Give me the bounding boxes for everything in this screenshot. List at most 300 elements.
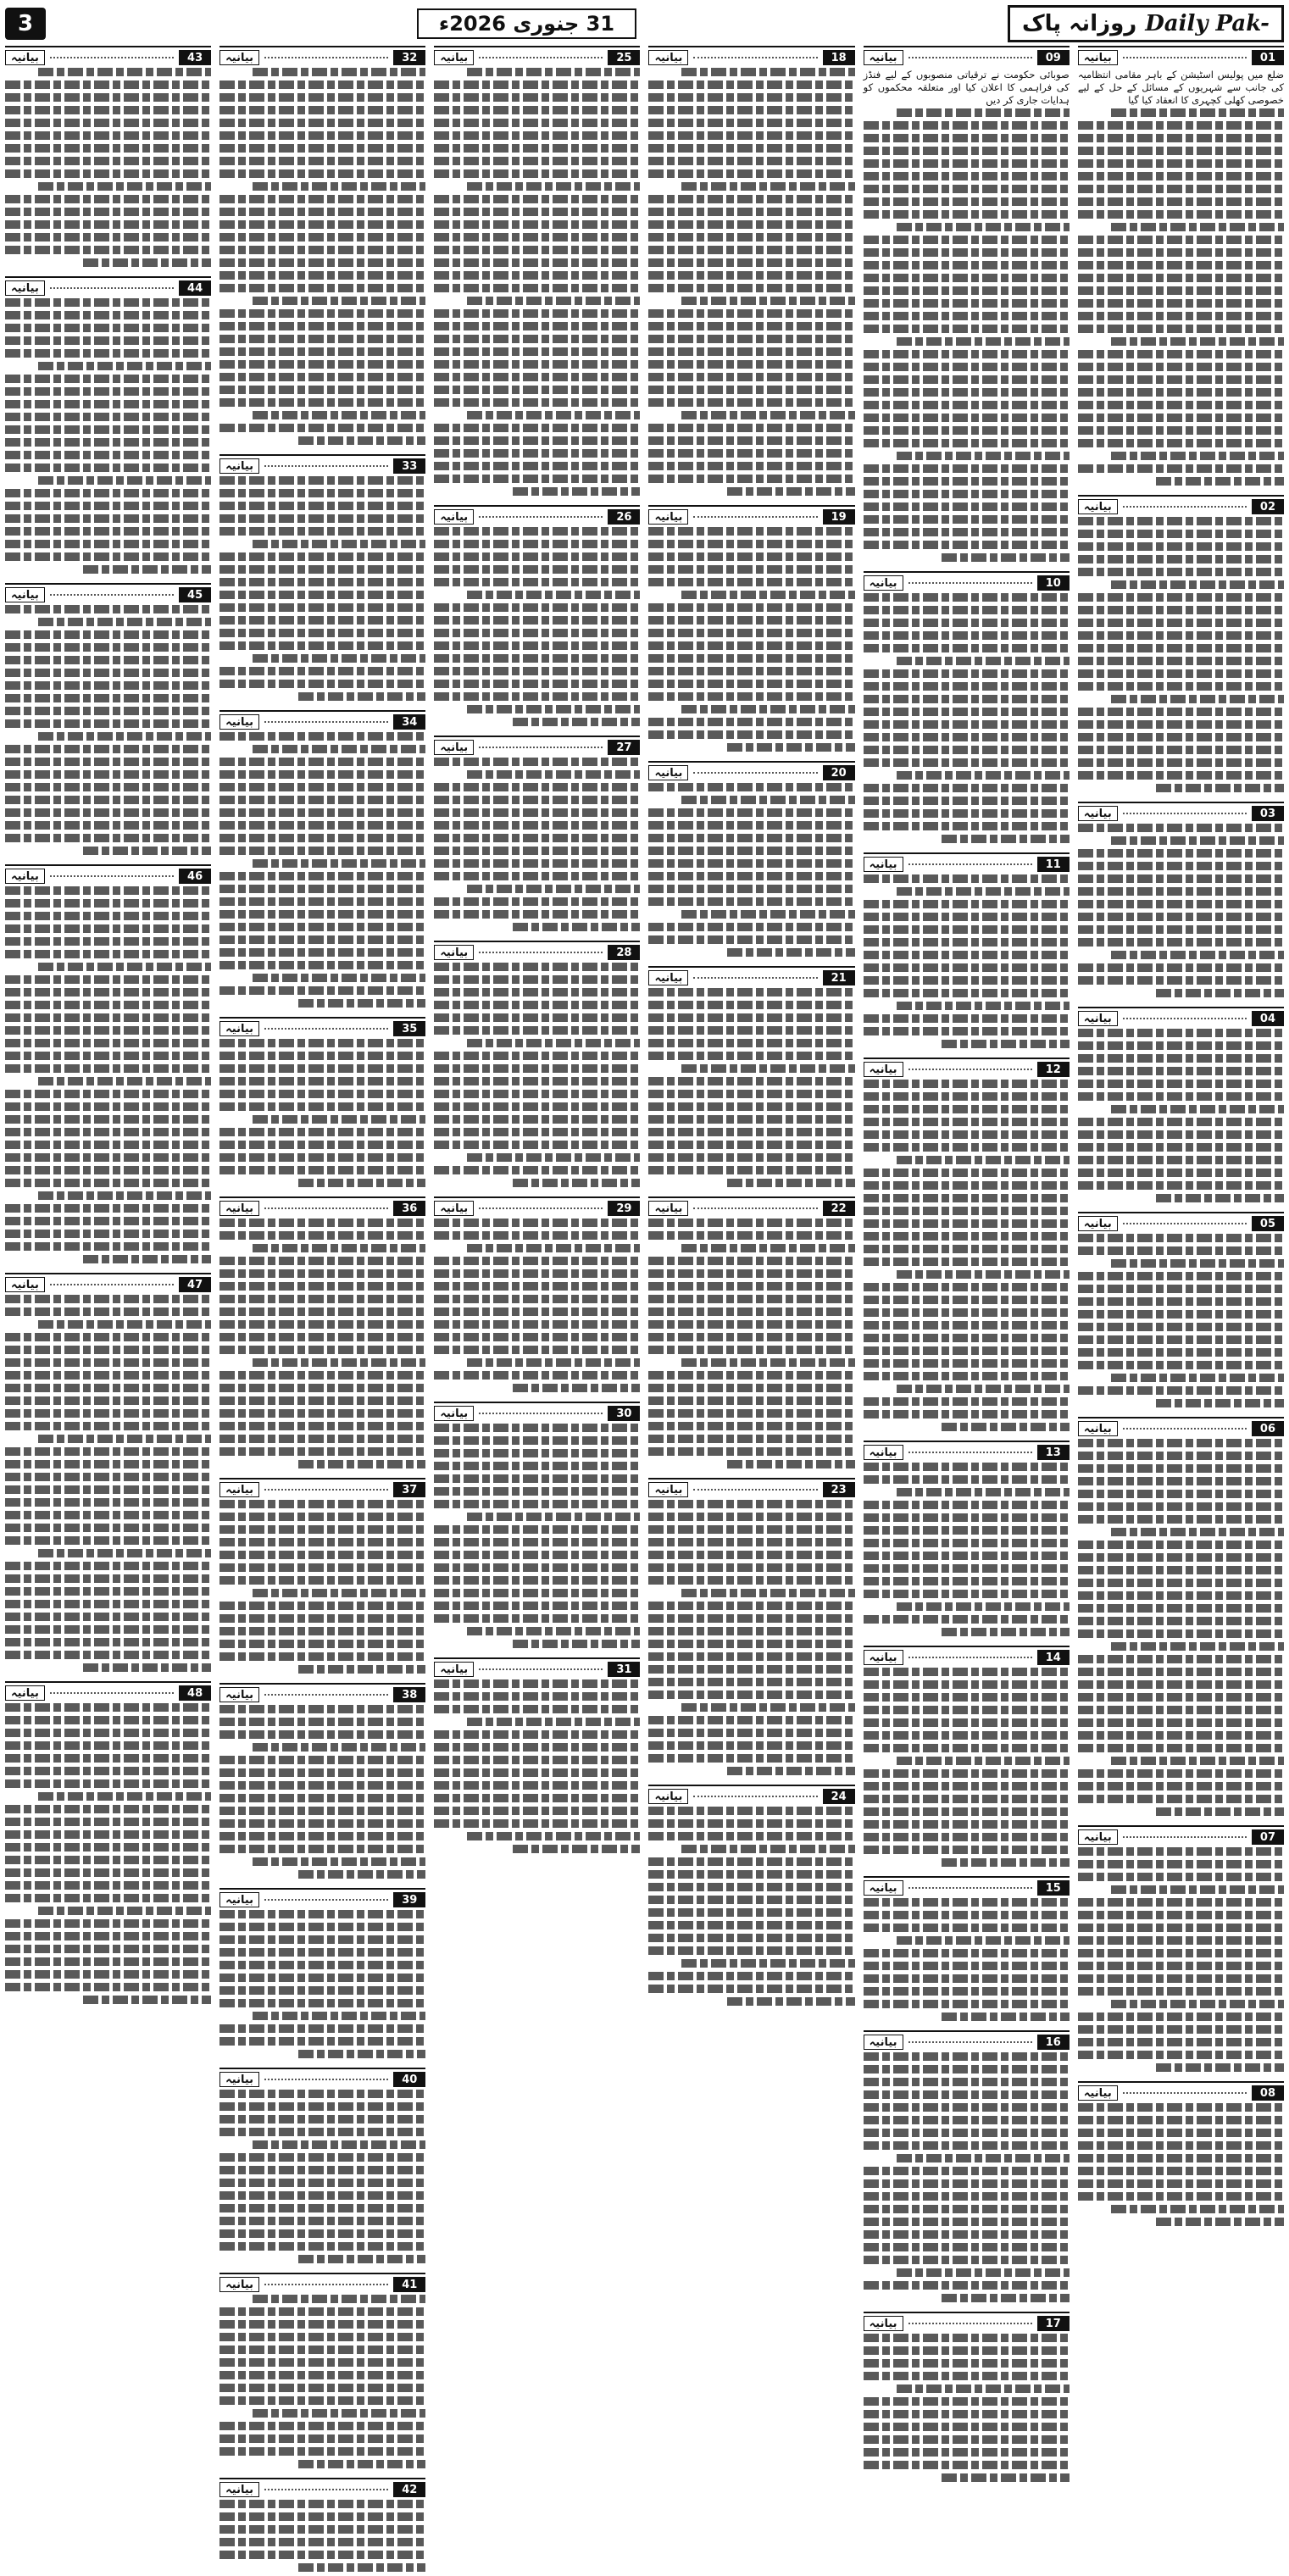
text-line: [942, 835, 1070, 843]
text-line: [219, 796, 425, 804]
text-line: [1078, 657, 1284, 665]
news-item: [5, 46, 211, 271]
text-line: [648, 629, 854, 637]
text-line: [864, 669, 1070, 678]
text-line: [1078, 874, 1284, 883]
text-line: [1078, 1782, 1284, 1790]
text-line: [1111, 1642, 1284, 1651]
text-line: [219, 1384, 425, 1392]
text-line: [1078, 746, 1284, 754]
news-item-header: [434, 1200, 640, 1217]
text-line: [648, 1690, 854, 1699]
news-item-number: 20: [823, 765, 855, 780]
text-line: [5, 1511, 211, 1519]
text-line: [5, 1970, 211, 1979]
text-line: [864, 1334, 1070, 1342]
divider: [479, 1668, 603, 1670]
text-line: [219, 1371, 425, 1380]
text-line: [897, 452, 1070, 460]
news-item-header: [864, 1444, 1070, 1461]
text-line: [219, 565, 425, 574]
text-line: [219, 2422, 425, 2430]
text-line: [1078, 1553, 1284, 1562]
text-line: [1078, 274, 1284, 282]
news-item-body-lines: [1078, 2103, 1284, 2226]
news-item: [219, 2068, 425, 2268]
divider: [479, 516, 603, 518]
text-line: [219, 1999, 425, 2007]
text-line: [1111, 452, 1284, 460]
text-line: [219, 220, 425, 229]
news-item-header: [864, 49, 1070, 66]
text-line: [434, 1269, 640, 1278]
news-item: [219, 1196, 425, 1473]
text-line: [434, 859, 640, 868]
text-line: [219, 1409, 425, 1418]
text-line: [864, 236, 1070, 244]
text-line: [864, 2346, 1070, 2355]
text-line: [1078, 1080, 1284, 1088]
text-line: [1111, 1259, 1284, 1268]
news-item-header: [864, 2315, 1070, 2332]
text-line: [864, 401, 1070, 409]
text-line: [219, 578, 425, 586]
text-line: [648, 885, 854, 893]
text-line: [648, 847, 854, 855]
divider: [264, 57, 388, 58]
news-item-header: [1078, 2085, 1284, 2101]
text-line: [5, 681, 211, 690]
news-item-number: 02: [1252, 499, 1284, 514]
text-line: [681, 68, 854, 76]
text-line: [864, 1207, 1070, 1215]
divider: [1123, 506, 1247, 508]
section-badge: بیانیہ: [648, 970, 688, 985]
text-line: [1078, 1181, 1284, 1190]
text-line: [219, 2229, 425, 2238]
text-line: [648, 1754, 854, 1763]
text-line: [897, 1270, 1070, 1279]
section-badge: بیانیہ: [1078, 50, 1118, 65]
text-line: [513, 1384, 641, 1392]
news-item-number: 23: [823, 1482, 855, 1497]
text-line: [434, 1346, 640, 1354]
text-line: [513, 1179, 641, 1187]
text-line: [434, 220, 640, 229]
text-line: [219, 1756, 425, 1764]
text-line: [648, 424, 854, 432]
text-line: [219, 603, 425, 612]
text-line: [1078, 1297, 1284, 1306]
text-line: [219, 2024, 425, 2033]
text-line: [434, 1589, 640, 1597]
text-line: [864, 2334, 1070, 2342]
text-line: [1111, 836, 1284, 845]
text-line: [648, 258, 854, 267]
text-line: [434, 629, 640, 637]
text-line: [1078, 1464, 1284, 1473]
text-line: [219, 476, 425, 485]
text-line: [219, 2166, 425, 2174]
text-line: [219, 1538, 425, 1546]
text-line: [5, 1562, 211, 1570]
divider: [908, 2323, 1032, 2324]
section-badge: بیانیہ: [5, 50, 45, 65]
text-line: [942, 2294, 1070, 2302]
text-line: [1078, 1515, 1284, 1524]
text-line: [219, 1640, 425, 1648]
text-line: [1078, 2179, 1284, 2188]
text-line: [219, 2358, 425, 2367]
news-item-number: 44: [179, 280, 211, 296]
news-item-header: [864, 1061, 1070, 1078]
text-line: [434, 1424, 640, 1432]
section-badge: بیانیہ: [219, 1892, 259, 1907]
text-line: [219, 2333, 425, 2341]
text-line: [513, 1845, 641, 1853]
text-line: [5, 1166, 211, 1174]
text-line: [1078, 913, 1284, 921]
text-line: [219, 398, 425, 407]
text-line: [5, 387, 211, 396]
news-item: [219, 1478, 425, 1678]
text-line: [864, 1744, 1070, 1752]
text-line: [5, 220, 211, 229]
text-line: [5, 324, 211, 332]
news-item-header: [864, 1879, 1070, 1896]
text-line: [5, 1230, 211, 1238]
news-item-body-lines: [648, 1807, 854, 2006]
text-line: [1111, 580, 1284, 589]
text-line: [1078, 555, 1284, 564]
divider: [264, 1899, 388, 1901]
text-line: [1078, 1234, 1284, 1242]
text-line: [219, 935, 425, 944]
text-line: [434, 398, 640, 407]
news-item-header: [219, 1686, 425, 1703]
text-line: [1078, 733, 1284, 741]
text-line: [5, 1638, 211, 1646]
text-line: [727, 1997, 855, 2006]
section-badge: بیانیہ: [1078, 2085, 1118, 2101]
text-line: [219, 424, 425, 432]
news-item-header: [434, 944, 640, 961]
text-line: [219, 233, 425, 242]
text-line: [253, 540, 425, 548]
text-line: [5, 694, 211, 702]
divider: [908, 2041, 1032, 2043]
text-line: [253, 2295, 425, 2303]
text-line: [648, 398, 854, 407]
text-line: [864, 938, 1070, 947]
text-line: [253, 68, 425, 76]
text-line: [648, 718, 854, 726]
text-line: [434, 322, 640, 330]
text-line: [219, 591, 425, 599]
text-line: [648, 859, 854, 868]
text-line: [219, 1614, 425, 1623]
section-badge: بیانیہ: [434, 740, 474, 755]
divider: [50, 1692, 174, 1694]
text-line: [648, 449, 854, 458]
text-line: [1111, 695, 1284, 703]
text-line: [942, 2012, 1070, 2021]
text-line: [219, 1807, 425, 1815]
text-line: [727, 1460, 855, 1468]
divider: [908, 863, 1032, 865]
text-line: [648, 1128, 854, 1136]
text-line: [219, 1396, 425, 1405]
text-line: [864, 1014, 1070, 1023]
text-line: [648, 106, 854, 114]
text-line: [219, 1128, 425, 1136]
text-line: [467, 411, 640, 419]
text-line: [864, 375, 1070, 384]
text-line: [864, 2410, 1070, 2418]
text-line: [219, 1307, 425, 1316]
news-item-number: 12: [1037, 1062, 1070, 1077]
text-line: [5, 438, 211, 447]
text-line: [1078, 1680, 1284, 1689]
text-line: [219, 386, 425, 394]
text-line: [864, 2205, 1070, 2213]
text-line: [5, 1039, 211, 1047]
text-line: [681, 182, 854, 191]
section-badge: بیانیہ: [5, 587, 45, 602]
news-item-header: [219, 1200, 425, 1217]
news-item-number: 47: [179, 1277, 211, 1292]
news-item-body-lines: [219, 1500, 425, 1674]
text-line: [1078, 530, 1284, 538]
news-item-body-lines: [219, 68, 425, 445]
text-line: [434, 80, 640, 89]
text-line: [5, 451, 211, 459]
text-line: [5, 1371, 211, 1380]
text-line: [648, 935, 854, 944]
news-item-number: 38: [393, 1687, 425, 1702]
text-line: [434, 988, 640, 997]
text-line: [864, 1974, 1070, 1983]
news-item-body-lines: [648, 783, 854, 957]
text-line: [5, 1881, 211, 1890]
divider: [264, 465, 388, 467]
text-line: [864, 261, 1070, 269]
text-line: [298, 999, 426, 1008]
text-line: [864, 2090, 1070, 2099]
text-line: [253, 1358, 425, 1367]
text-line: [38, 182, 211, 191]
text-line: [434, 692, 640, 701]
text-line: [1078, 1272, 1284, 1280]
text-line: [298, 2050, 426, 2058]
text-line: [513, 1640, 641, 1648]
news-column: [1078, 46, 1284, 2164]
news-item-body-lines: [1078, 824, 1284, 997]
news-item-number: 34: [393, 714, 425, 730]
section-badge: بیانیہ: [864, 1062, 903, 1077]
news-item-body-lines: [219, 2500, 425, 2572]
text-line: [5, 912, 211, 920]
text-line: [648, 1602, 854, 1610]
text-line: [864, 1296, 1070, 1304]
text-line: [864, 1346, 1070, 1355]
news-item-number: 32: [393, 50, 425, 65]
text-line: [1078, 401, 1284, 409]
text-line: [1078, 1718, 1284, 1727]
text-line: [434, 1013, 640, 1022]
text-line: [219, 2217, 425, 2225]
text-line: [5, 1587, 211, 1596]
text-line: [648, 1946, 854, 1955]
text-line: [298, 692, 426, 701]
text-line: [648, 1716, 854, 1724]
section-badge: بیانیہ: [648, 1482, 688, 1497]
text-line: [5, 988, 211, 997]
text-line: [5, 1346, 211, 1354]
text-line: [219, 1652, 425, 1661]
text-line: [864, 248, 1070, 257]
section-badge: بیانیہ: [1078, 1011, 1118, 1026]
text-line: [648, 1551, 854, 1559]
news-item-body-lines: [864, 1898, 1070, 2021]
text-line: [5, 1600, 211, 1608]
divider: [264, 1208, 388, 1209]
text-line: [648, 1409, 854, 1418]
text-line: [864, 1807, 1070, 1816]
text-line: [1078, 1285, 1284, 1293]
text-line: [727, 743, 855, 752]
section-badge: بیانیہ: [219, 1687, 259, 1702]
text-line: [648, 1883, 854, 1891]
text-line: [1078, 1156, 1284, 1164]
text-line: [219, 1282, 425, 1291]
text-line: [864, 1359, 1070, 1368]
text-line: [434, 1064, 640, 1073]
news-item-header: [434, 1405, 640, 1422]
text-line: [1078, 1054, 1284, 1063]
text-line: [1078, 210, 1284, 219]
text-line: [681, 1703, 854, 1712]
text-line: [648, 93, 854, 102]
text-line: [5, 400, 211, 408]
text-line: [864, 1397, 1070, 1406]
text-line: [1078, 1386, 1284, 1395]
text-line: [1111, 108, 1284, 117]
text-line: [434, 1436, 640, 1445]
text-line: [434, 1001, 640, 1009]
text-line: [1111, 1528, 1284, 1536]
text-line: [864, 2230, 1070, 2239]
text-line: [5, 1473, 211, 1481]
text-line: [219, 847, 425, 855]
text-line: [648, 1115, 854, 1124]
divider: [264, 2489, 388, 2490]
text-line: [648, 1525, 854, 1534]
divider: [50, 287, 174, 289]
text-line: [434, 436, 640, 445]
text-line: [897, 2154, 1070, 2162]
text-line: [864, 134, 1070, 142]
text-line: [864, 1308, 1070, 1317]
text-line: [648, 527, 854, 536]
text-line: [219, 1052, 425, 1060]
text-line: [513, 487, 641, 496]
text-line: [864, 299, 1070, 308]
text-line: [219, 680, 425, 688]
text-line: [467, 885, 640, 893]
text-line: [5, 605, 211, 613]
news-item-body-lines: [864, 1463, 1070, 1636]
section-badge: بیانیہ: [1078, 1216, 1118, 1231]
text-line: [434, 360, 640, 369]
text-line: [219, 1231, 425, 1240]
text-line: [5, 1217, 211, 1225]
news-item: [864, 46, 1070, 566]
text-line: [864, 1027, 1070, 1035]
text-line: [864, 1924, 1070, 1932]
news-item-number: 41: [393, 2277, 425, 2292]
text-line: [38, 362, 211, 370]
text-line: [219, 322, 425, 330]
text-line: [1078, 147, 1284, 155]
text-line: [648, 119, 854, 127]
text-line: [1078, 1439, 1284, 1447]
text-line: [1078, 2116, 1284, 2124]
text-line: [5, 1013, 211, 1022]
text-line: [864, 682, 1070, 691]
news-item-header: [1078, 1420, 1284, 1437]
text-line: [1078, 631, 1284, 640]
text-line: [1078, 236, 1284, 244]
text-line: [434, 1282, 640, 1291]
text-line: [253, 745, 425, 753]
text-line: [864, 989, 1070, 997]
text-line: [897, 771, 1070, 780]
text-line: [681, 910, 854, 919]
text-line: [648, 309, 854, 318]
text-line: [1078, 185, 1284, 193]
text-line: [648, 1538, 854, 1546]
text-line: [864, 515, 1070, 524]
text-line: [219, 1768, 425, 1777]
text-line: [648, 322, 854, 330]
text-line: [864, 210, 1070, 219]
text-line: [219, 834, 425, 842]
text-line: [864, 1949, 1070, 1957]
text-line: [648, 1614, 854, 1623]
text-line: [219, 106, 425, 114]
text-line: [897, 223, 1070, 231]
text-line: [219, 1832, 425, 1840]
text-line: [648, 1371, 854, 1380]
text-line: [1078, 758, 1284, 767]
text-line: [83, 1255, 211, 1263]
text-line: [864, 286, 1070, 295]
text-line: [648, 1422, 854, 1430]
text-line: [1078, 1769, 1284, 1778]
text-line: [864, 363, 1070, 371]
text-line: [298, 1665, 426, 1674]
text-line: [1078, 1744, 1284, 1752]
text-line: [219, 758, 425, 766]
text-line: [5, 1422, 211, 1430]
news-item-body-lines: [5, 68, 211, 267]
text-line: [648, 1807, 854, 1815]
text-line: [5, 669, 211, 677]
text-line: [1078, 172, 1284, 180]
text-line: [219, 821, 425, 830]
text-line: [219, 271, 425, 280]
